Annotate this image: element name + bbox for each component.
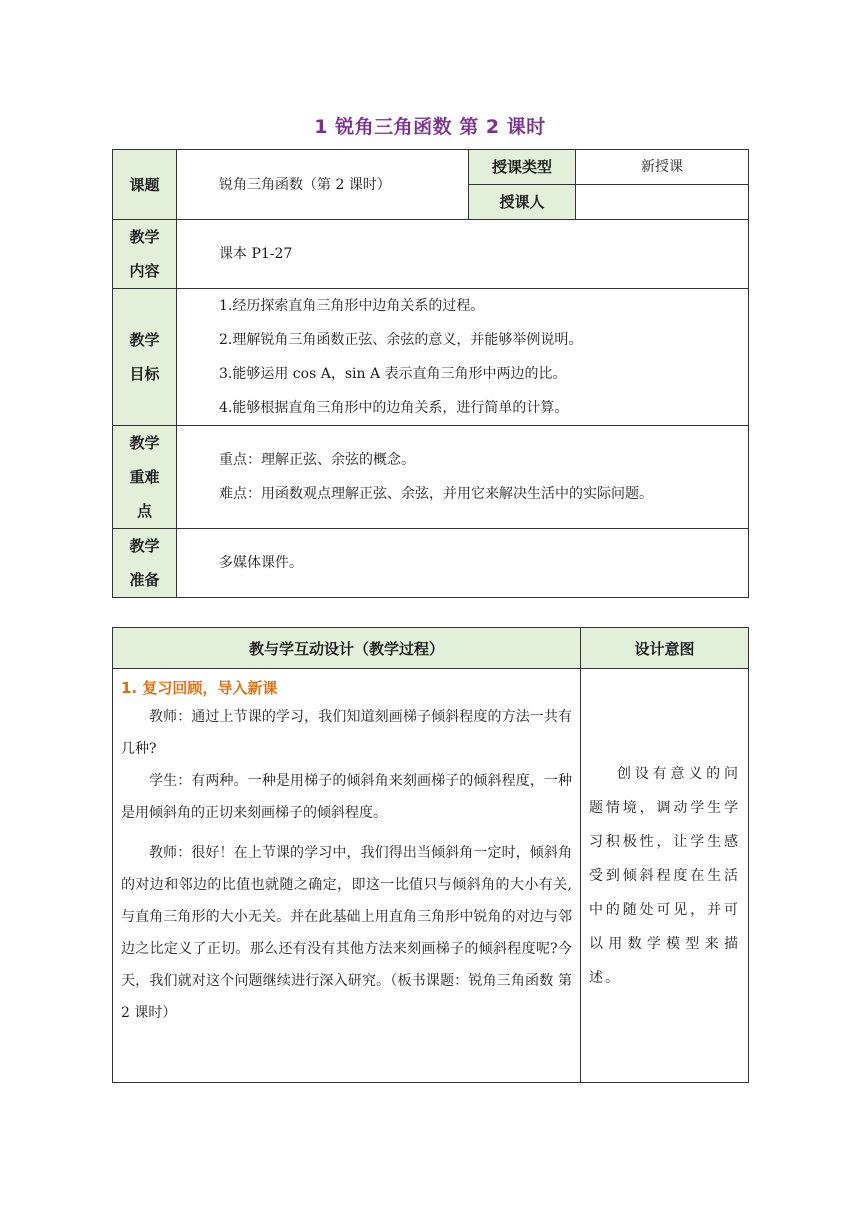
goal-item: 1.经历探索直角三角形中边角关系的过程。 — [219, 298, 485, 314]
goal-item: 2.理解锐角三角函数正弦、余弦的意义，并能够举例说明。 — [219, 332, 583, 348]
content-label: 教学 内容 — [113, 220, 177, 289]
section-title: 1. 复习回顾，导入新课 — [121, 679, 278, 697]
prep-label: 教学 准备 — [113, 529, 177, 598]
key-point: 重点：理解正弦、余弦的概念。 — [219, 452, 415, 468]
lesson-type-value: 新授课 — [576, 150, 749, 185]
key-points — [177, 426, 749, 529]
teacher-label: 授课人 — [469, 185, 576, 220]
key-points-label: 教学 重难 点 — [113, 426, 177, 529]
intent-header: 设计意图 — [581, 628, 749, 669]
page-title: 1 锐角三角函数 第 2 课时 — [314, 116, 546, 138]
difficulty-point: 难点：用函数观点理解正弦、余弦，并用它来解决生活中的实际问题。 — [219, 486, 653, 502]
teacher-value — [576, 185, 749, 220]
lesson-type-label: 授课类型 — [469, 150, 576, 185]
goal-item: 4.能够根据直角三角形中的边角关系，进行简单的计算。 — [219, 400, 569, 416]
goal-item: 3.能够运用 cos A，sin A 表示直角三角形中两边的比。 — [219, 366, 567, 382]
topic-label: 课题 — [113, 150, 177, 220]
goals-label: 教学 目标 — [113, 289, 177, 426]
lesson-info-table — [112, 149, 749, 598]
teaching-process-table — [112, 627, 749, 1083]
prep-value: 多媒体课件。 — [177, 529, 749, 598]
paragraph: 学生：有两种。一种是用梯子的倾斜角来刻画梯子的倾斜程度，一种是用倾斜角的正切来刻画梯子的倾斜程度。 — [121, 773, 572, 821]
paragraph: 教师：很好！在上节课的学习中，我们得出当倾斜角一定时，倾斜角的对边和邻边的比值也就随之确定，即这一比值只与倾斜角的大小有关,与直角三角形的大小无关。并在此基础上用直角三角形中锐角的对边与邻边之比定义了正切。那么还有没有其他方法来刻画梯子的倾斜程度呢?今天，我们就对这个问题继续进行深入研究。（板书课题：锐角三角函数 第 2 课时） — [121, 845, 572, 1021]
process-header: 教与学互动设计（教学过程） — [113, 628, 581, 669]
topic-value: 锐角三角函数（第 2 课时） — [177, 150, 469, 220]
process-content — [113, 669, 581, 1083]
paragraph: 教师：通过上节课的学习，我们知道刻画梯子倾斜程度的方法一共有几种? — [121, 709, 572, 757]
content-value: 课本 P1-27 — [177, 220, 749, 289]
goals-list — [177, 289, 749, 426]
design-intent: 创设有意义的问题情境，调动学生学习积极性，让学生感受到倾斜程度在生活中的随处可见，并可以用数学模型来描述。 — [581, 669, 749, 1083]
